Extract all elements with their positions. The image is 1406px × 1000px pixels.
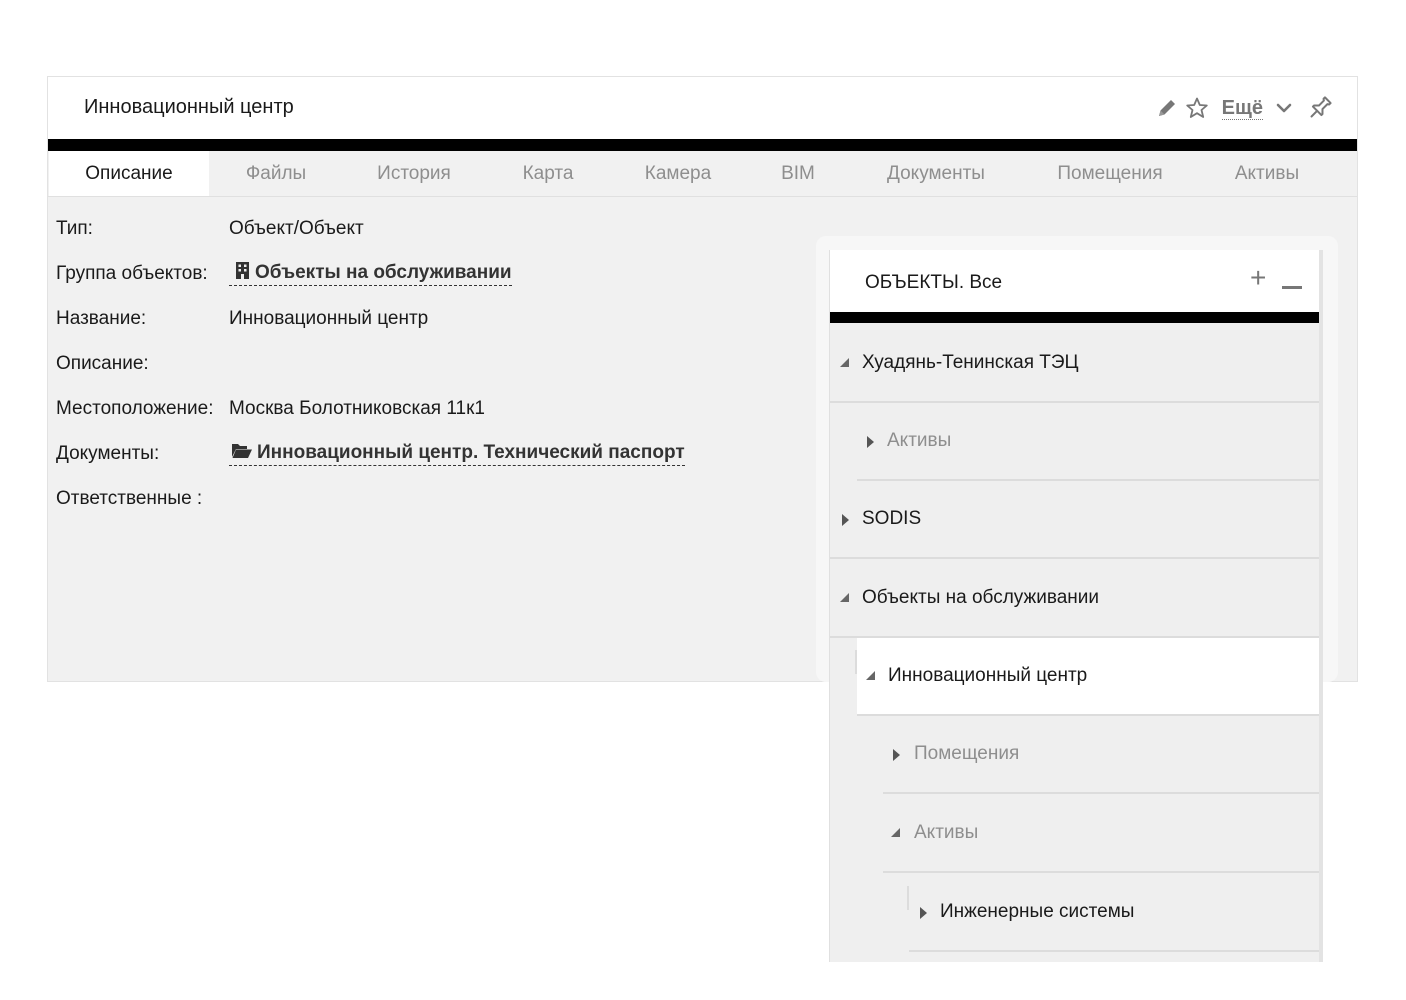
tree-node[interactable] <box>857 403 1319 481</box>
collapsed-caret-icon[interactable] <box>920 907 927 919</box>
description-label: Описание: <box>56 353 149 374</box>
tree-title: ОБЪЕКТЫ. Все <box>865 272 1003 293</box>
group-label: Группа объектов: <box>56 263 208 284</box>
pencil-icon[interactable] <box>1152 93 1182 123</box>
more-menu-button[interactable]: Ещё <box>1221 96 1263 119</box>
tree-node[interactable] <box>883 716 1319 794</box>
star-icon[interactable] <box>1182 93 1212 123</box>
tree-node-label: Инновационный центр <box>888 665 1088 686</box>
tree-node-label: Помещения <box>914 743 1020 764</box>
collapsed-caret-icon[interactable] <box>893 749 900 761</box>
window-header <box>48 77 1357 139</box>
expanded-caret-icon[interactable] <box>891 828 900 837</box>
tab-bim[interactable]: BIM <box>781 163 815 184</box>
tree-node[interactable] <box>830 325 1319 403</box>
location-label: Местоположение: <box>56 398 214 419</box>
pin-icon[interactable] <box>1305 93 1335 123</box>
collapsed-caret-icon[interactable] <box>842 514 849 526</box>
name-label: Название: <box>56 308 147 329</box>
folder-open-icon <box>231 441 253 465</box>
group-link[interactable] <box>229 261 512 286</box>
collapsed-caret-icon[interactable] <box>867 436 874 448</box>
expanded-caret-icon[interactable] <box>840 358 849 367</box>
tree-node[interactable] <box>830 560 1319 638</box>
window-title: Инновационный центр <box>84 96 294 118</box>
tree-node-label: Активы <box>914 822 979 843</box>
node-indent-marker <box>855 650 857 674</box>
tree-node[interactable] <box>883 795 1319 873</box>
tree-node-label: Объекты на обслуживании <box>862 587 1099 608</box>
tab-camera[interactable]: Камера <box>644 163 712 184</box>
header-actions <box>1152 93 1335 123</box>
location-value: Москва Болотниковская 11к1 <box>229 398 485 419</box>
tree-node[interactable] <box>830 481 1319 559</box>
building-icon <box>235 261 250 285</box>
tab-history[interactable]: История <box>377 163 451 184</box>
objects-tree-panel <box>829 250 1323 962</box>
responsible-label: Ответственные : <box>56 488 203 509</box>
tab-documents[interactable]: Документы <box>887 163 985 184</box>
tab-rooms[interactable]: Помещения <box>1057 163 1163 184</box>
expanded-caret-icon[interactable] <box>840 593 849 602</box>
document-link[interactable] <box>229 441 685 466</box>
collapse-button[interactable] <box>1282 286 1302 289</box>
documents-value <box>229 441 685 466</box>
expanded-caret-icon[interactable] <box>866 671 875 680</box>
type-label: Тип: <box>56 218 93 239</box>
tree-node-label: Инженерные системы <box>940 901 1135 922</box>
tree-node-label: Хуадянь-Тенинская ТЭЦ <box>862 352 1079 373</box>
tree-node-selected[interactable] <box>857 638 1319 716</box>
type-value: Объект/Объект <box>229 218 364 239</box>
tree-node-label: Активы <box>887 430 952 451</box>
tab-map[interactable]: Карта <box>522 163 574 184</box>
tree-node-label: SODIS <box>862 508 922 529</box>
node-indent-marker <box>907 886 909 910</box>
add-button[interactable]: + <box>1250 262 1267 293</box>
tree-header <box>830 250 1319 312</box>
documents-label: Документы: <box>56 443 160 464</box>
name-value: Инновационный центр <box>229 308 429 329</box>
group-link-text: Объекты на обслуживании <box>255 262 512 283</box>
document-link-text: Инновационный центр. Технический паспорт <box>257 442 685 463</box>
tab-assets[interactable]: Активы <box>1234 163 1300 184</box>
tab-bar <box>48 151 1357 197</box>
tab-description[interactable]: Описание <box>49 151 209 196</box>
chevron-down-icon[interactable] <box>1269 93 1299 123</box>
header-divider <box>48 139 1357 151</box>
tree-node[interactable] <box>909 874 1319 952</box>
tab-files[interactable]: Файлы <box>245 163 307 184</box>
group-value <box>229 261 512 286</box>
tree-header-divider <box>830 312 1319 323</box>
